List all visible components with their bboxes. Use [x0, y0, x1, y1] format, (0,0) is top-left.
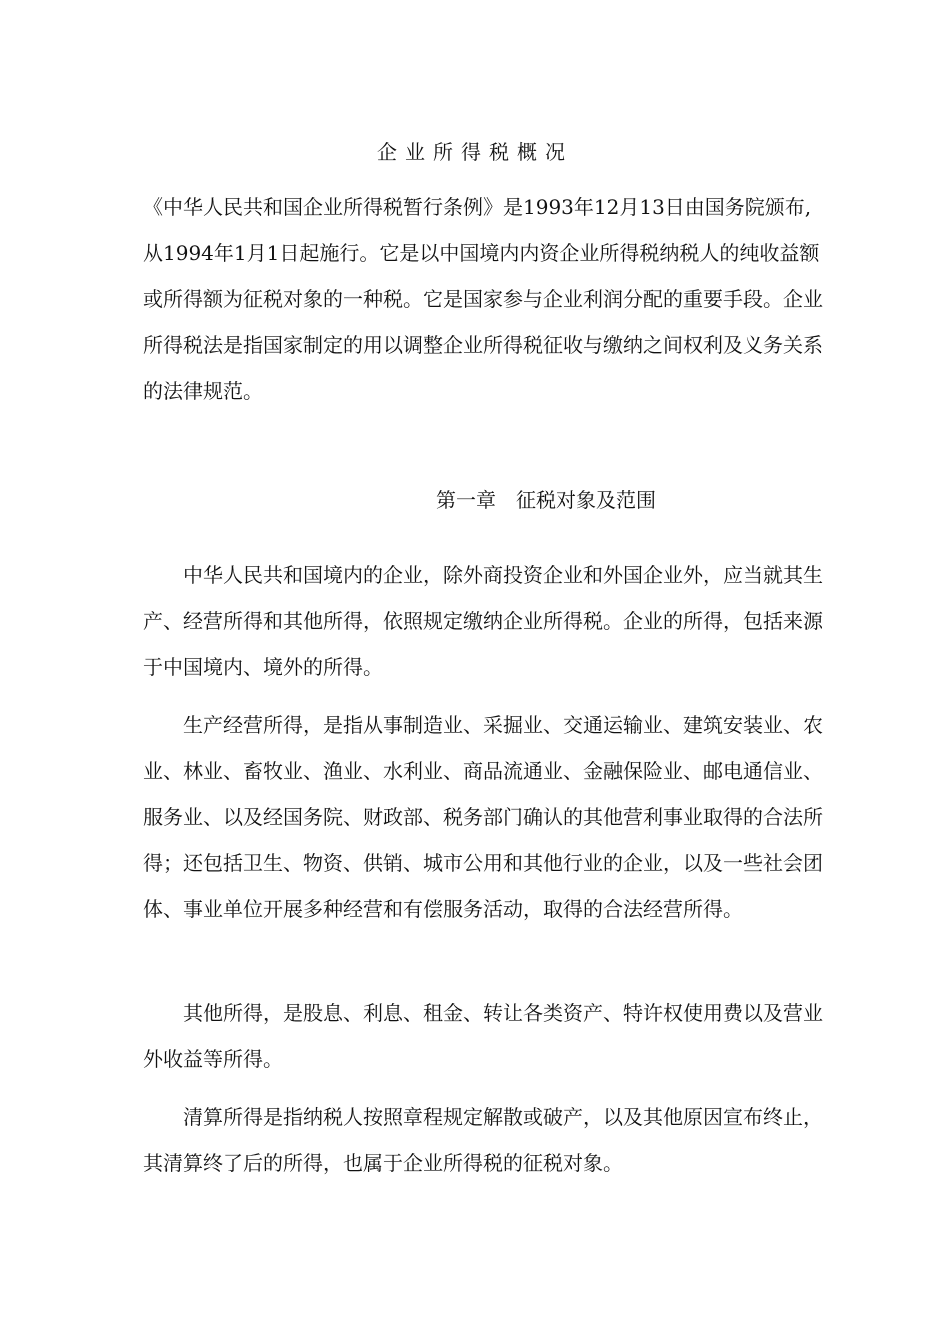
body-paragraph-4: 清算所得是指纳税人按照章程规定解散或破产，以及其他原因宣布终止，其清算终了后的所得，也属于企业所得税的征税对象。 — [143, 1105, 823, 1175]
body-paragraph-1: 中华人民共和国境内的企业，除外商投资企业和外国企业外，应当就其生产、经营所得和其他所得，依照规定缴纳企业所得税。企业的所得，包括来源于中国境内、境外的所得。 — [143, 563, 823, 679]
chapter-title: 第一章 征税对象及范围 — [436, 488, 656, 512]
body-paragraph-2: 生产经营所得，是指从事制造业、采掘业、交通运输业、建筑安装业、农业、林业、畜牧业、渔业、水利业、商品流通业、金融保险业、邮电通信业、服务业、以及经国务院、财政部、税务部门确认的其他营利事业取得的合法所得；还包括卫生、物资、供销、城市公用和其他行业的企业，以及一些社会团体、事业单位开展多种经营和有偿服务活动，取得的合法经营所得。 — [143, 713, 823, 921]
document-title: 企业所得税概况 — [377, 140, 573, 164]
body-paragraph-3: 其他所得，是股息、利息、租金、转让各类资产、特许权使用费以及营业外收益等所得。 — [143, 1001, 823, 1071]
intro-paragraph: 《中华人民共和国企业所得税暂行条例》是1993年12月13日由国务院颁布,从1994年1月1日起施行。它是以中国境内内资企业所得税纳税人的纯收益额或所得额为征税对象的一种税。它是国家参与企业利润分配的重要手段。企业所得税法是指国家制定的用以调整企业所得税征收与缴纳之间权利及义务关系的法律规范。 — [143, 195, 823, 403]
